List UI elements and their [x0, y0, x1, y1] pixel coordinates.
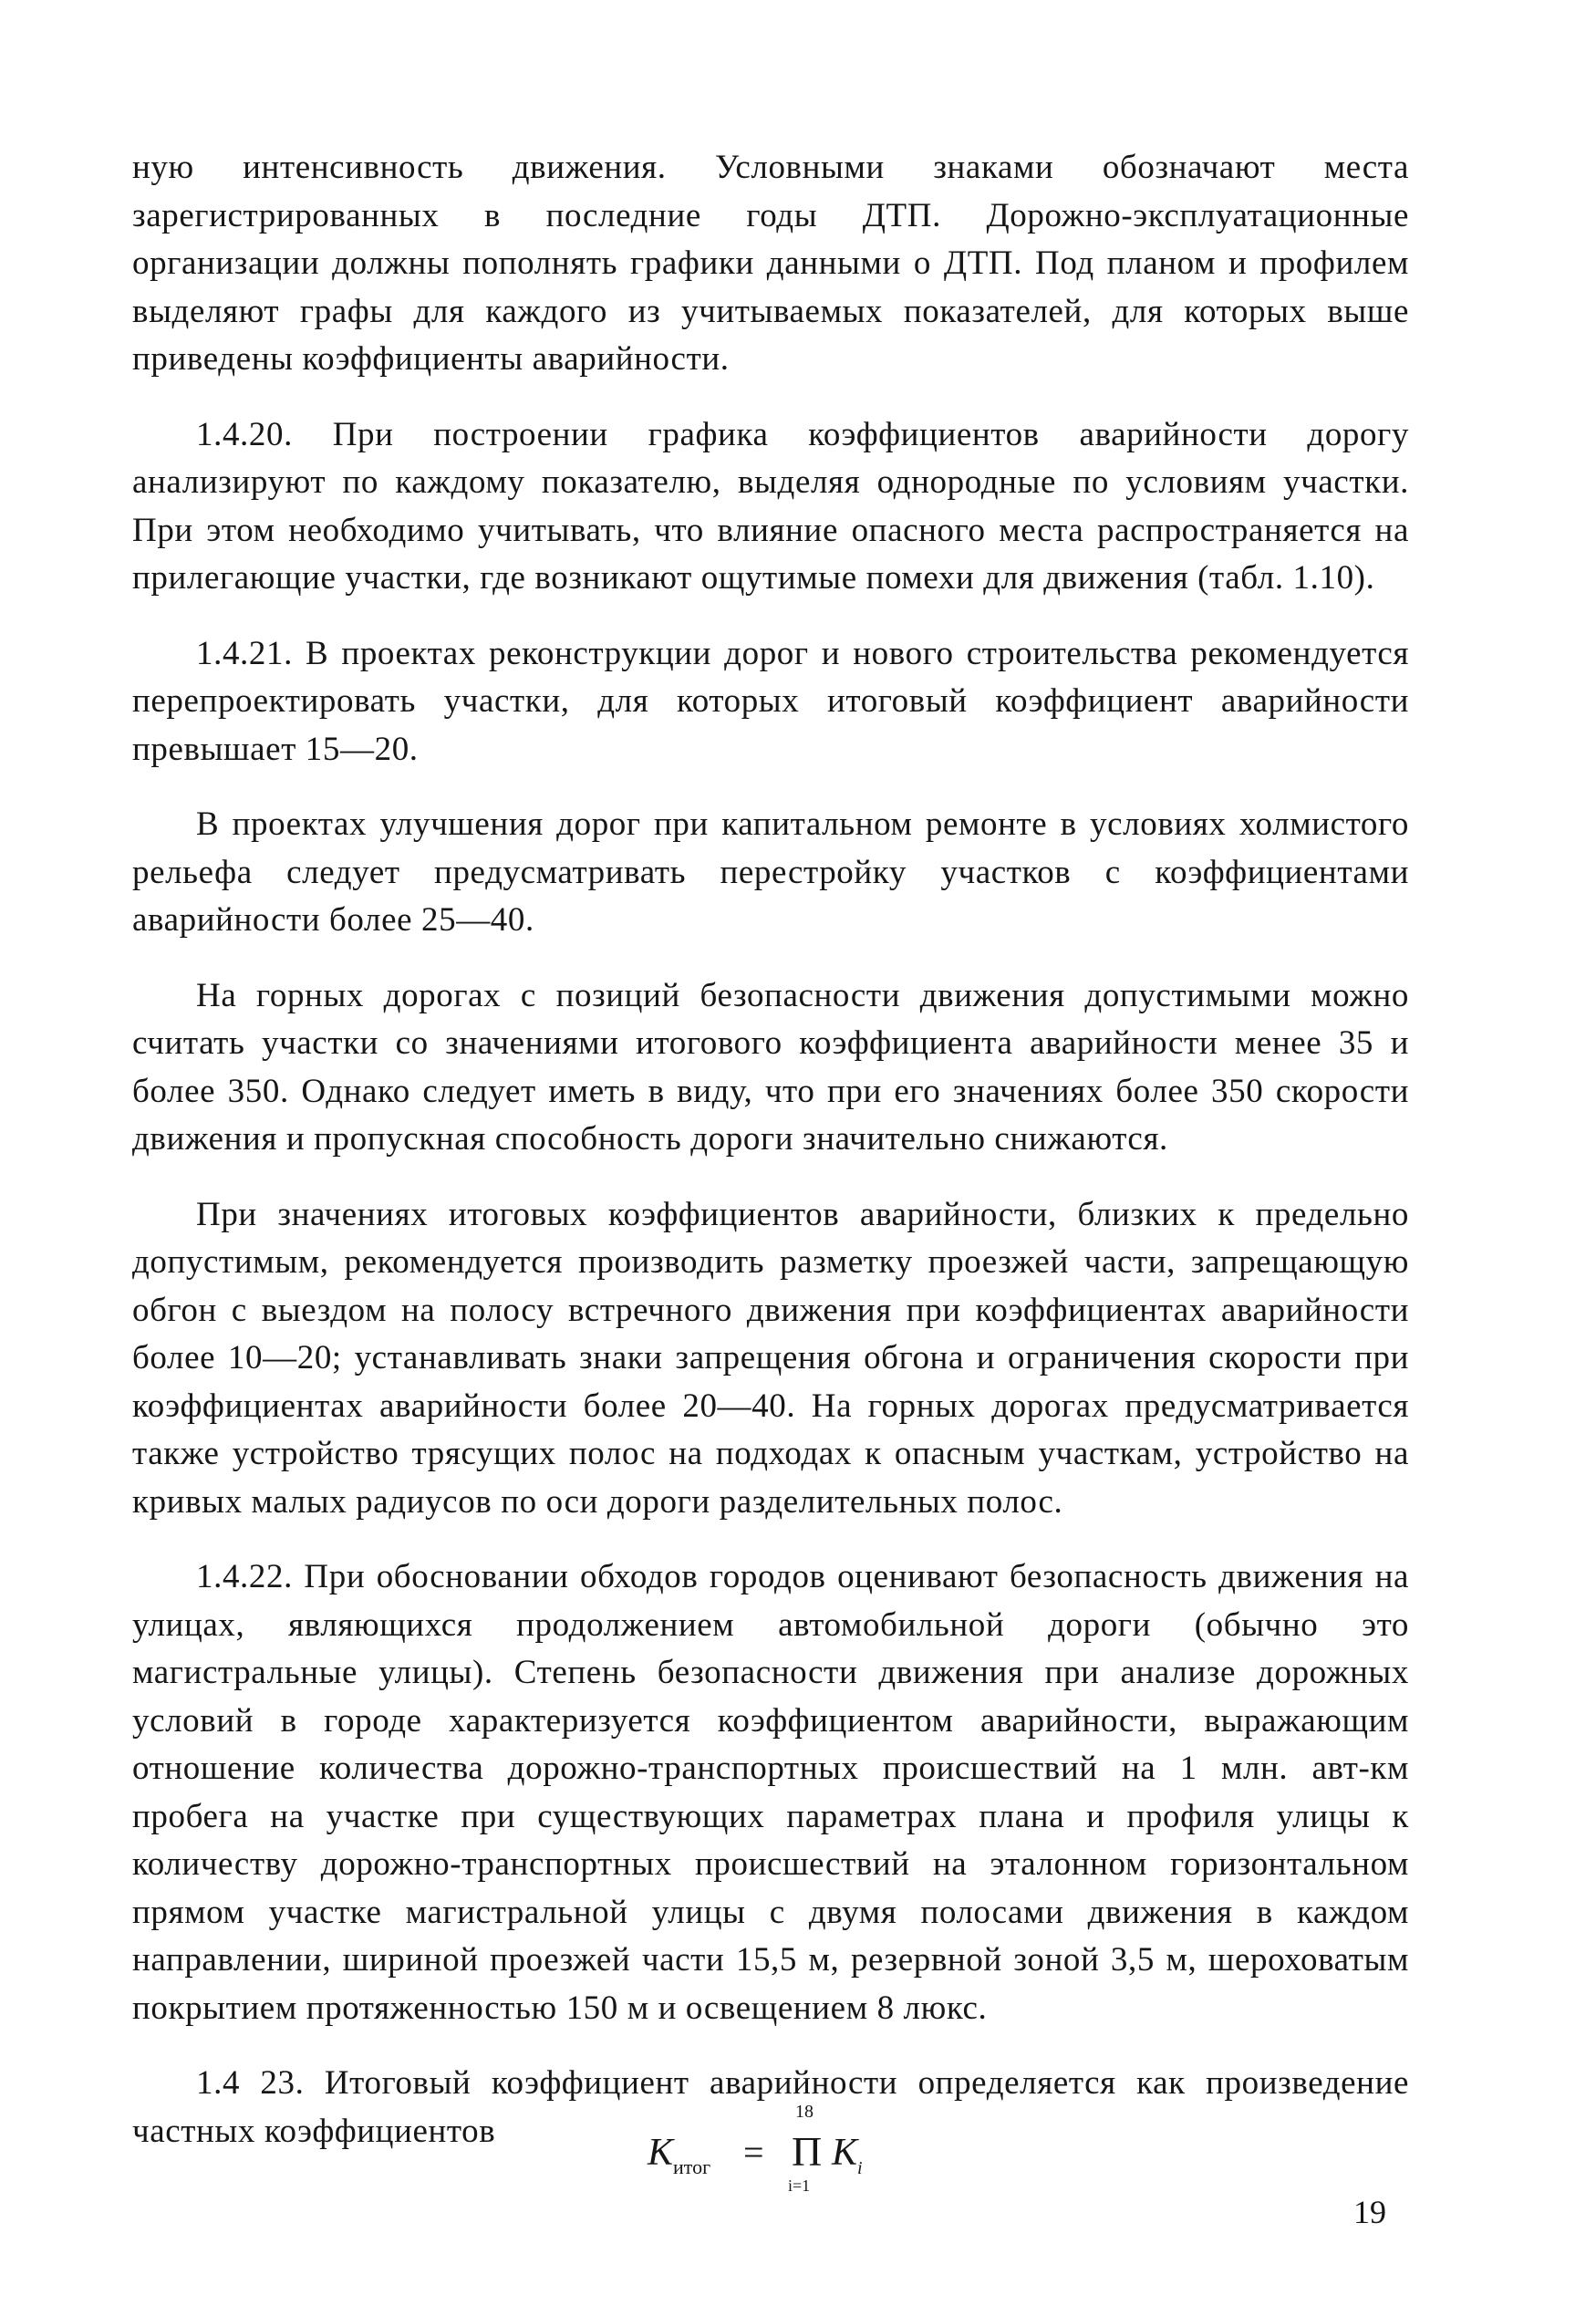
paragraph-mountain-roads: На горных дорогах с позиций безопасности движения допустимыми можно считать участки со значениями итогового коэффициента аварийности менее 35 и более 350. Однако следует иметь в виду, что при его значениях более 350 скорости движения и пропускная способность дороги значительно снижаются.: [132, 976, 1409, 1158]
formula-equals-sign: =: [743, 2132, 764, 2173]
formula-lhs: [648, 2131, 710, 2179]
paragraph-limit-values: При значениях итоговых коэффициентов аварийности, близких к предельно допустимым, рекомендуется производить разметку проезжей части, запрещающую обгон с выездом на полосу встречного движения при коэффициентах аварийности более 10—20; устанавливать знаки запрещения обгона и ограничения скорости при коэффициентах аварийности более 20—40. На горных дорогах предусматривается также устройство трясущих полос на подходах к опасным участкам, устройство на кривых малых радиусов по оси дороги разделительных полос.: [132, 1195, 1409, 1521]
paragraph-section-1-4-23: 1.4 23. Итоговый коэффициент аварийности определяется как произведение частных коэффициентов: [132, 2064, 1409, 2150]
paragraph-section-1-4-22: 1.4.22. При обосновании обходов городов оценивают безопасность движения на улицах, являющихся продолжением автомобильной дороги (обычно это магистральные улицы). Степень безопасности движения при анализе дорожных условий в городе характеризуется коэффициентом аварийности, выражающим отношение количества дорожно-транспортных происшествий на 1 млн. авт-км пробега на участке при существующих параметрах плана и профиля улицы к количеству дорожно-транспортных происшествий на эталонном горизонтальном прямом участке магистральной улицы с двумя полосами движения в каждом направлении, шириной проезжей части 15,5 м, резервной зоной 3,5 м, шероховатым покрытием протяженностью 150 м и освещением 8 люкс.: [132, 1558, 1409, 2027]
formula-lhs-symbol: K: [648, 2132, 674, 2174]
body-text: [132, 144, 1409, 2155]
formula-total-coefficient: [0, 2098, 1596, 2198]
page-number: 19: [1353, 2194, 1386, 2230]
paragraph-continuation: ную интенсивность движения. Условными знаками обозначают места зарегистрированных в последние годы ДТП. Дорожно-эксплуатационные организации должны пополнять графики данными о ДТП. Под планом и профилем выделяют графы для каждого из учитываемых показателей, для которых выше приведены коэффициенты аварийности.: [132, 149, 1409, 378]
formula-term: [832, 2131, 863, 2179]
paragraph-section-1-4-20: 1.4.20. При построении графика коэффициентов аварийности дорогу анализируют по каждому показателю, выделяя однородные по условиям участки. При этом необходимо учитывать, что влияние опасного места распространяется на прилегающие участки, где возникают ощутимые помехи для движения (табл. 1.10).: [132, 415, 1409, 597]
formula-lhs-subscript: итог: [673, 2155, 711, 2178]
formula-term-subscript: i: [857, 2158, 863, 2178]
formula-term-symbol: K: [832, 2132, 858, 2174]
paragraph-section-1-4-21: 1.4.21. В проектах реконструкции дорог и нового строительства рекомендуется перепроектировать участки, для которых итоговый коэффициент аварийности превышает 15—20.: [132, 634, 1409, 768]
formula-lower-limit: i=1: [788, 2176, 811, 2195]
paragraph-hilly-terrain: В проектах улучшения дорог при капитальном ремонте в условиях холмистого рельефа следует предусматривать перестройку участков с коэффициентами аварийности более 25—40.: [132, 805, 1409, 939]
formula-product-operator: Π: [792, 2128, 823, 2175]
formula-upper-limit: 18: [795, 2102, 814, 2122]
